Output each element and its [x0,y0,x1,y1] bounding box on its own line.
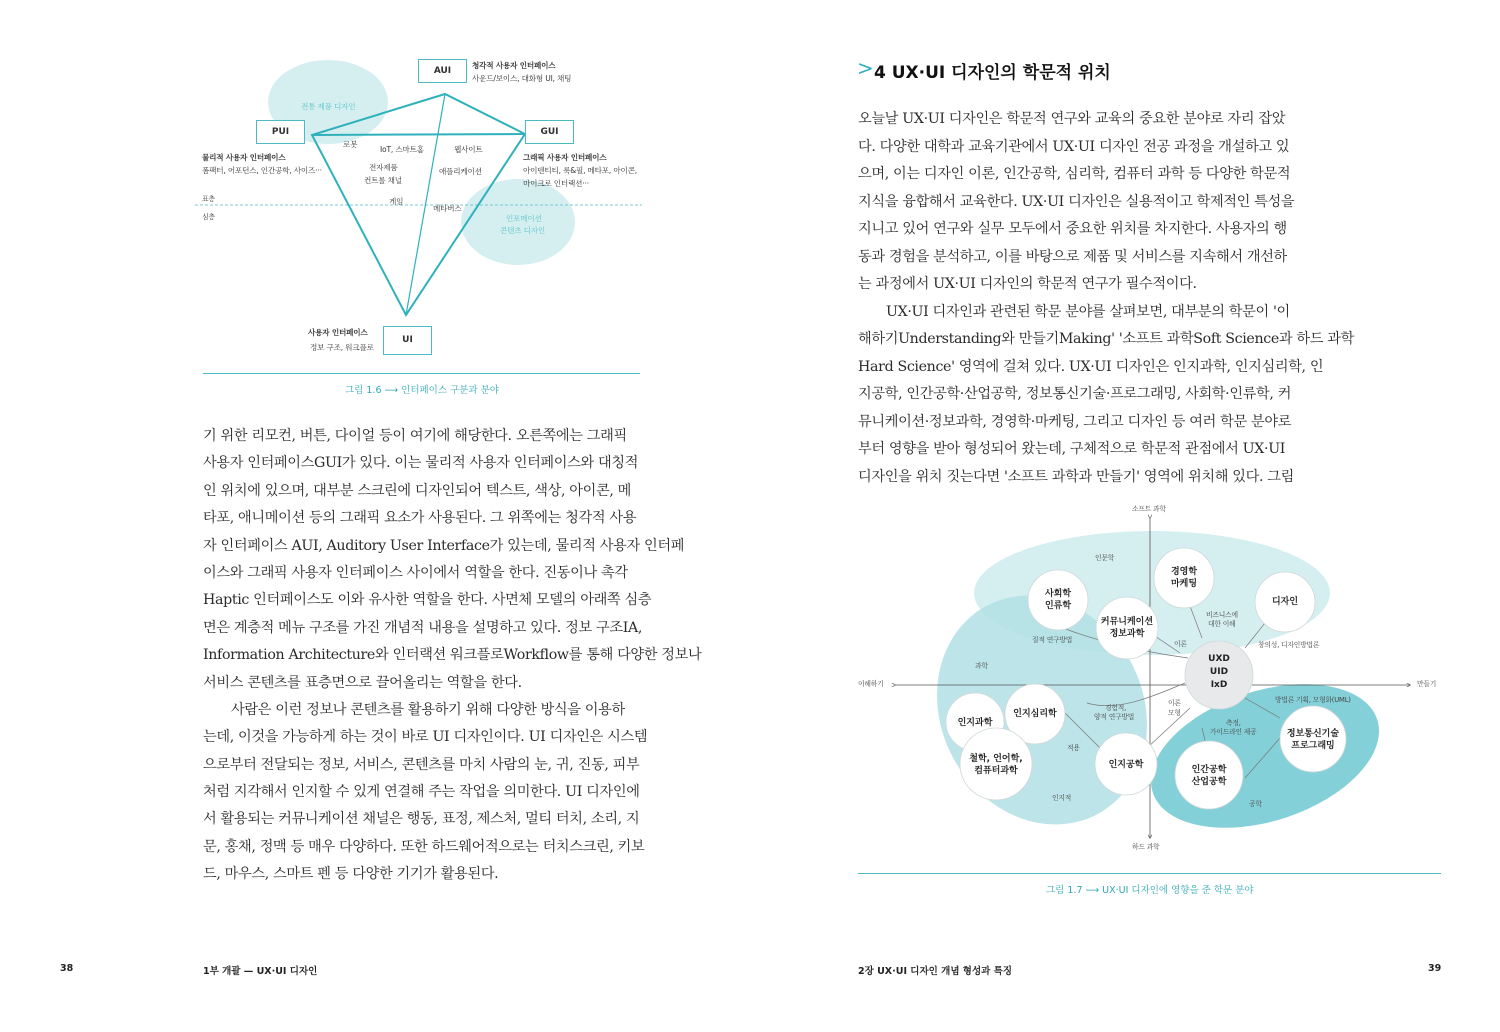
communication-label-1: 커뮤니케이션 [1100,617,1154,627]
info-design-label-2: 콘텐츠 디자인 [500,226,546,235]
center-node [1189,653,1249,692]
section-title: 4 UX·UI 디자인의 학문적 위치 [874,63,1111,83]
right-body-line: 으며, 이는 디자인 이론, 인간공학, 심리학, 컴퓨터 과학 등 다양한 학문적 [858,166,1291,182]
axis-top-label: 소프트 과학 [1132,505,1166,513]
aui-title: 청각적 사용자 인터페이스 [472,61,556,70]
axis-right-label: 만들기 [1417,680,1437,688]
left-body-line: 이스와 그래픽 사용자 인터페이스 사이에서 역할을 한다. 진동이나 촉각 [203,564,628,581]
design-node [1255,596,1315,608]
right-body-line: 해하기Understanding와 만들기Making' '소프트 과학Soft Science과 하드 과학 [858,331,1354,347]
right-body-line: UX·UI 디자인과 관련된 학문 분야를 살펴보면, 대부분의 학문이 '이 [886,303,1290,320]
appliance-label-2: 컨트롤 채널 [364,176,402,185]
right-body-line: 는 과정에서 UX·UI 디자인의 학문적 연구가 필수적이다. [858,276,1197,292]
cogsci-label: 인지과학 [957,718,993,728]
figure-1-6-caption: 그림 1.6 ⟶ 인터페이스 구분과 분야 [345,385,499,396]
pui-title: 물리적 사용자 인터페이스 [202,153,286,162]
ui-desc: 정보 구조, 워크플로 [310,343,374,352]
measure-label-1: 측정, [1226,719,1241,727]
right-body-line: 뮤니케이션·정보과학, 경영학·마케팅, 그리고 디자인 등 여러 학문 분야로 [858,413,1292,430]
game-label: 게임 [389,197,404,206]
left-running-footer: 1부 개괄 — UX·UI 디자인 [203,966,318,977]
aui-desc: 사운드/보이스, 대화형 UI, 채팅 [472,74,572,83]
gui-box: GUI [525,120,574,144]
deep-label: 심층 [202,213,215,221]
human-eng-label-2: 산업공학 [1191,777,1227,787]
philosophy-label-1: 철학, 언어학, [969,754,1023,764]
right-body-line: 지식을 융합해서 교육한다. UX·UI 디자인은 실용적이고 학제적인 특성을 [858,193,1295,210]
human-eng-label-1: 인간공학 [1191,765,1227,775]
creativity-label: 창의성, 디자인방법론 [1258,641,1320,649]
region-cognitive-label: 인지적 [1052,794,1072,802]
business-node [1154,566,1214,590]
empirical-label-1: 경험적, [1105,704,1127,712]
left-body-line: 서비스 콘텐츠를 표층면으로 끌어올리는 역할을 한다. [203,674,522,691]
left-body-line: 인 위치에 있으며, 대부분 스크린에 디자인되어 텍스트, 색상, 아이콘, 메 [203,482,632,499]
figure-1-6-rule [203,373,640,374]
right-body-line: 부터 영향을 받아 형성되어 왔는데, 구체적으로 학문적 관점에서 UX·UI [858,441,1286,457]
biz-understanding-label-2: 대한 이해 [1208,620,1236,628]
right-body-line: Hard Science' 영역에 걸쳐 있다. UX·UI 디자인은 인지과학, 인지심리학, 인 [858,358,1324,375]
theory-label: 이론 [1174,640,1187,648]
left-body-text [203,423,702,889]
region-science-label: 과학 [975,662,988,670]
surface-label: 표층 [202,195,215,203]
left-body-line: 는데, 이것을 가능하게 하는 것이 바로 UI 디자인이다. UI 디자인은 시스템 [203,729,648,746]
communication-label-2: 정보과학 [1109,629,1145,639]
business-label-2: 마케팅 [1170,579,1198,589]
robot-label: 로봇 [343,140,358,149]
ui-box: UI [383,326,432,355]
pui-desc: 폼팩터, 어포던스, 인간공학, 사이즈··· [202,166,322,175]
left-body-line: 드, 마우스, 스마트 펜 등 다양한 기기가 활용된다. [203,866,499,883]
left-body-line: 기 위한 리모컨, 버튼, 다이얼 등이 여기에 해당한다. 오른쪽에는 그래픽 [203,428,627,444]
empirical-label-2: 양적 연구방법 [1094,713,1135,721]
business-label-1: 경영학 [1170,567,1198,577]
left-body-line: 사용자 인터페이스GUI가 있다. 이는 물리적 사용자 인터페이스와 대칭적 [203,455,639,472]
right-body-line: 동과 경험을 분석하고, 이를 바탕으로 제품 및 서비스를 지속해서 개선하 [858,248,1287,265]
application-label: 애플리케이션 [439,167,482,176]
axis-left-label: 이해하기 [858,680,884,688]
left-body-line: 면은 계층적 메뉴 구조를 가진 개념적 내용을 설명하고 있다. 정보 구조IA, [203,619,643,636]
iot-label: IoT, 스마트홈 [380,145,424,154]
method-label: 방법론 기획, 모형화(UML) [1275,696,1351,704]
left-body-line: 사람은 이런 정보나 콘텐츠를 활용하기 위해 다양한 방식을 이용하 [231,701,625,718]
region-engineering-label: 공학 [1249,800,1262,808]
philosophy-node [962,753,1030,777]
region-humanities-label: 인문학 [1095,554,1115,562]
left-body-line: Haptic 인터페이스도 이와 유사한 역할을 한다. 사면체 모델의 아래쪽 심층 [203,592,652,609]
human-eng-node [1177,764,1241,788]
center-label-ixd: IxD [1210,680,1228,690]
left-body-line: 타포, 애니메이션 등의 그래픽 요소가 사용된다. 그 위쪽에는 청각적 사용 [203,510,637,527]
axis-bottom-label: 하드 과학 [1132,843,1160,851]
section-marker-icon: > [857,56,874,80]
right-page-number: 39 [1428,963,1442,974]
website-label: 웹사이트 [454,145,483,154]
ict-node [1278,728,1348,752]
left-body-line: 문, 홍채, 정맥 등 매우 다양하다. 또한 하드웨어적으로는 터치스크린, 키보 [203,838,645,855]
right-running-footer: 2장 UX·UI 디자인 개념 형성과 특징 [858,966,1012,977]
gui-title: 그래픽 사용자 인터페이스 [523,153,607,162]
center-label-uid: UID [1209,667,1229,677]
design-label: 디자인 [1271,597,1299,607]
biz-understanding-label-1: 비즈니스에 [1206,611,1238,619]
metaverse-label: 메타버스 [433,204,462,213]
pui-box: PUI [256,120,305,144]
left-body-line: 처럼 지각해서 인지할 수 있게 연결해 주는 작업을 의미한다. UI 디자인에 [203,784,640,801]
cogpsy-node [1002,708,1068,720]
qual-method-label: 질적 연구방법 [1032,636,1073,644]
right-body-line: 오늘날 UX·UI 디자인은 학문적 연구와 교육의 중요한 분야로 자리 잡았 [858,111,1286,127]
apply-label: 적용 [1067,744,1080,752]
figure-1-7-rule [858,873,1441,874]
left-body-line: Information Architecture와 인터랙션 워크플로Workflow를 통해 다양한 정보나 [203,647,702,664]
philosophy-label-2: 컴퓨터과학 [974,766,1018,776]
left-body-line: 으로부터 전달되는 정보, 서비스, 콘텐츠를 마치 사람의 눈, 귀, 진동, 피부 [203,756,640,773]
theory-model-label-2: 모형 [1168,709,1181,717]
right-body-line: 지공학, 인간공학·산업공학, 정보통신기술·프로그래밍, 사회학·인류학, 커 [858,386,1292,402]
right-body-line: 지니고 있어 연구와 실무 모두에서 중요한 위치를 차지한다. 사용자의 행 [858,221,1287,237]
info-design-label-1: 인포메이션 [506,214,542,223]
left-body-line: 서 활용되는 커뮤니케이션 채널은 행동, 표정, 제스처, 멀티 터치, 소리, 지 [203,811,640,828]
cogsci-node [945,717,1005,729]
sociology-label-1: 사회학 [1044,589,1072,599]
figure-1-7-caption: 그림 1.7 ⟶ UX·UI 디자인에 영향을 준 학문 분야 [1046,885,1254,896]
appliance-label-1: 전자제품 [369,163,398,172]
right-body-line: 다. 다양한 대학과 교육기관에서 UX·UI 디자인 전공 과정을 개설하고 있 [858,138,1290,155]
measure-label-2: 가이드라인 제공 [1210,728,1257,736]
gui-desc-2: 마이크로 인터랙션··· [523,179,589,188]
left-page-number: 38 [60,963,74,974]
cogeng-node [1096,759,1156,771]
figure-1-7 [850,498,1455,868]
sociology-node [1028,588,1088,612]
ict-label-2: 프로그래밍 [1291,741,1335,751]
aui-box: AUI [418,59,467,83]
cogpsy-label: 인지심리학 [1013,709,1057,719]
ict-label-1: 정보통신기술 [1286,729,1340,739]
academic-fields-diagram [850,498,1455,868]
product-design-label: 전통 제품 디자인 [301,102,356,111]
left-body-line: 자 인터페이스 AUI, Auditory User Interface가 있는데, 물리적 사용자 인터페 [203,537,685,554]
right-body-text [858,106,1354,491]
ui-title: 사용자 인터페이스 [308,328,368,337]
gui-desc-1: 아이덴티티, 룩&필, 메타포, 아이콘, [523,166,637,175]
right-body-line: 디자인을 위치 짓는다면 '소프트 과학과 만들기' 영역에 위치해 있다. 그림 [858,468,1294,485]
sociology-label-2: 인류학 [1044,601,1072,611]
center-label-uxd: UXD [1208,654,1230,664]
figure-1-6 [195,50,650,395]
engineering-region [1133,658,1398,855]
cogeng-label: 인지공학 [1108,760,1144,770]
communication-node [1094,616,1160,640]
theory-model-label-1: 이론 [1168,699,1181,707]
